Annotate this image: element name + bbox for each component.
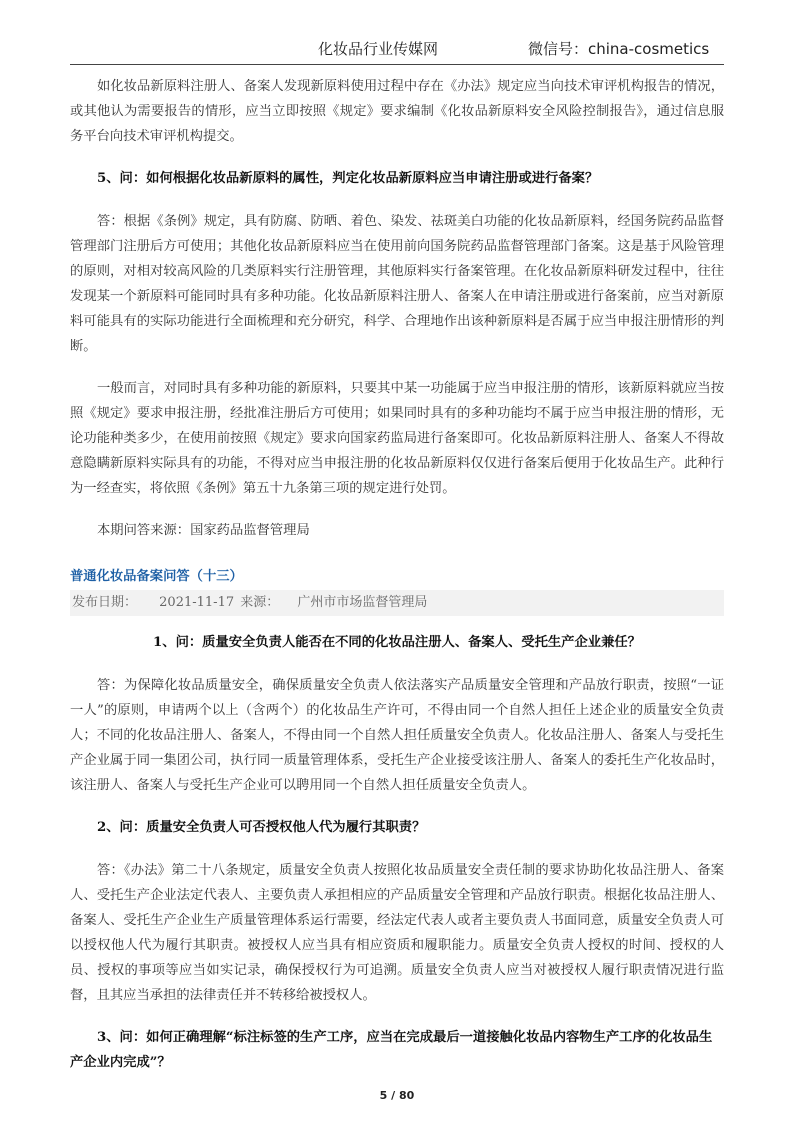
page-content bbox=[70, 74, 724, 1093]
paragraph-report-obligation: 如化妆品新原料注册人、备案人发现新原料使用过程中存在《办法》规定应当向技术审评机构报告的情况，或其他认为需要报告的情形，应当立即按照《规定》要求编制《化妆品新原料安全风险控制报告》，通过信息服务平台向技术审评机构提交。 bbox=[70, 79, 724, 144]
qa-source-line: 本期问答来源：国家药品监督管理局 bbox=[97, 523, 310, 538]
publish-date-label: 发布日期： bbox=[72, 595, 138, 610]
question-3: 3、问：如何正确理解“标注标签的生产工序，应当在完成最后一道接触化妆品内容物生产工序的化妆品生产企业内完成”？ bbox=[70, 1030, 713, 1070]
question-2: 2、问：质量安全负责人可否授权他人代为履行其职责？ bbox=[97, 820, 426, 835]
answer-1: 答：为保障化妆品质量安全，确保质量安全负责人依法落实产品质量安全管理和产品放行职责，按照“一证一人”的原则，申请两个以上（含两个）的化妆品生产许可，不得由同一个自然人担任上述企业的质量安全负责人；不同的化妆品注册人、备案人，不得由同一个自然人担任质量安全负责人。化妆品注册人、备案人与受托生产企业属于同一集团公司，执行同一质量管理体系，受托生产企业接受该注册人、备案人的委托生产化妆品时，该注册人、备案人与受托生产企业可以聘用同一个自然人担任质量安全负责人。 bbox=[70, 678, 724, 793]
answer-2: 答：《办法》第二十八条规定，质量安全负责人按照化妆品质量安全责任制的要求协助化妆品注册人、备案人、受托生产企业法定代表人、主要负责人承担相应的产品质量安全管理和产品放行职责。根据化妆品注册人、备案人、受托生产企业生产质量管理体系运行需要，经法定代表人或者主要负责人书面同意，质量安全负责人可以授权他人代为履行其职责。被授权人应当具有相应资质和履职能力。质量安全负责人授权的时间、授权的人员、授权的事项等应当如实记录，确保授权行为可追溯。质量安全负责人应当对被授权人履行职责情况进行监督，且其应当承担的法律责任并不转移给被授权人。 bbox=[70, 863, 724, 1003]
question-1: 1、问：质量安全负责人能否在不同的化妆品注册人、备案人、受托生产企业兼任？ bbox=[153, 635, 641, 650]
header-divider bbox=[70, 64, 724, 65]
header-wechat-id: 微信号：china-cosmetics bbox=[528, 40, 710, 58]
page-number: 5 / 80 bbox=[379, 1089, 415, 1102]
question-5: 5、问：如何根据化妆品新原料的属性，判定化妆品新原料应当申请注册或进行备案？ bbox=[97, 171, 599, 186]
source-name: 广州市市场监督管理局 bbox=[297, 595, 428, 610]
source-label: 来源： bbox=[240, 595, 280, 610]
answer-5-part-2: 一般而言，对同时具有多种功能的新原料，只要其中某一功能属于应当申报注册的情形，该新原料就应当按照《规定》要求申报注册，经批准注册后方可使用；如果同时具有的多种功能均不属于应当申报注册的情形，无论功能种类多少，在使用前按照《规定》要求向国家药监局进行备案即可。化妆品新原料注册人、备案人不得故意隐瞒新原料实际具有的功能，不得对应当申报注册的化妆品新原料仅仅进行备案后便用于化妆品生产。此种行为一经查实，将依照《条例》第五十九条第三项的规定进行处罚。 bbox=[70, 381, 724, 496]
answer-5-part-1: 答：根据《条例》规定，具有防腐、防晒、着色、染发、祛斑美白功能的化妆品新原料，经国务院药品监督管理部门注册后方可使用；其他化妆品新原料应当在使用前向国务院药品监督管理部门备案。这是基于风险管理的原则，对相对较高风险的几类原料实行注册管理，其他原料实行备案管理。在化妆品新原料研发过程中，往往发现某一个新原料可能同时具有多种功能。化妆品新原料注册人、备案人在申请注册或进行备案前，应当对新原料可能具有的实际功能进行全面梳理和充分研究，科学、合理地作出该种新原料是否属于应当申报注册情形的判断。 bbox=[70, 214, 724, 354]
publish-meta-bar bbox=[70, 590, 724, 616]
section-title: 普通化妆品备案问答（十三） bbox=[70, 569, 243, 584]
header-site-name: 化妆品行业传媒网 bbox=[318, 40, 439, 58]
publish-date: 2021-11-17 bbox=[159, 595, 235, 610]
